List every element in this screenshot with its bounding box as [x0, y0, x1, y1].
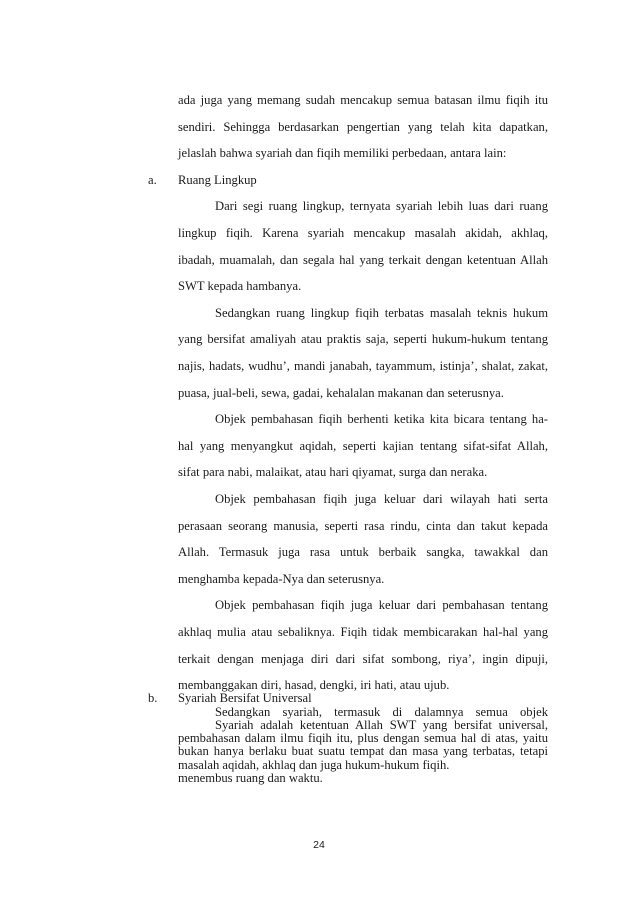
paragraph-line: sifat para nabi, malaikat, atau hari qiyamat, surga dan neraka. [178, 465, 488, 479]
paragraph-line: pembahasan dalam ilmu fiqih itu, plus dengan semua hal di atas, yaitu [178, 731, 548, 745]
paragraph-line: Objek pembahasan fiqih berhenti ketika kita bicara tentang ha- [215, 412, 548, 426]
paragraph-line: perasaan seorang manusia, seperti rasa rindu, cinta dan takut kepada [178, 519, 548, 533]
paragraph-line: najis, hadats, wudhu’, mandi janabah, tayammum, istinja’, shalat, zakat, [178, 359, 548, 373]
section-b-title: Syariah Bersifat Universal [178, 691, 312, 705]
paragraph-line: hal yang menyangkut aqidah, seperti kajian tentang sifat-sifat Allah, [178, 439, 548, 453]
intro-line: jelaslah bahwa syariah dan fiqih memiliki perbedaan, antara lain: [178, 146, 507, 160]
paragraph-line: ibadah, muamalah, dan segala hal yang terkait dengan ketentuan Allah [178, 253, 548, 267]
paragraph-line: Allah. Termasuk juga rasa untuk berbaik sangka, tawakkal dan [178, 545, 548, 559]
paragraph-line: menghamba kepada-Nya dan seterusnya. [178, 572, 385, 586]
paragraph-line: membanggakan diri, hasad, dengki, iri hati, atau ujub. [178, 678, 450, 692]
section-a-marker: a. [148, 173, 157, 187]
paragraph-line: Objek pembahasan fiqih juga keluar dari wilayah hati serta [215, 492, 548, 506]
paragraph-line: SWT kepada hambanya. [178, 279, 302, 293]
paragraph-line: menembus ruang dan waktu. [178, 771, 323, 785]
paragraph-line: akhlaq mulia atau sebaliknya. Fiqih tidak membicarakan hal-hal yang [178, 625, 548, 639]
section-a-title: Ruang Lingkup [178, 173, 257, 187]
intro-line: ada juga yang memang sudah mencakup semua batasan ilmu fiqih itu [178, 93, 548, 107]
intro-line: sendiri. Sehingga berdasarkan pengertian yang telah kita dapatkan, [178, 120, 548, 134]
paragraph-line: terkait dengan menjaga diri dari sifat sombong, riya’, ingin dipuji, [178, 652, 548, 666]
paragraph-line: Sedangkan syariah, termasuk di dalamnya semua objek [215, 705, 548, 719]
paragraph-line: masalah aqidah, akhlaq dan juga hukum-hukum fiqih. [178, 758, 450, 772]
paragraph-line: Objek pembahasan fiqih juga keluar dari pembahasan tentang [215, 598, 548, 612]
paragraph-line: Syariah adalah ketentuan Allah SWT yang bersifat universal, [215, 718, 548, 732]
paragraph-line: Sedangkan ruang lingkup fiqih terbatas masalah teknis hukum [215, 306, 548, 320]
paragraph-line: yang bersifat amaliyah atau praktis saja, seperti hukum-hukum tentang [178, 332, 548, 346]
paragraph-line: bukan hanya berlaku buat suatu tempat dan masa yang terbatas, tetapi [178, 744, 548, 758]
paragraph-line: lingkup fiqih. Karena syariah mencakup masalah akidah, akhlaq, [178, 226, 548, 240]
paragraph-line: puasa, jual-beli, sewa, gadai, kehalalan makanan dan seterusnya. [178, 386, 504, 400]
paragraph-line: Dari segi ruang lingkup, ternyata syariah lebih luas dari ruang [215, 199, 548, 213]
page-number: 24 [313, 839, 325, 851]
section-b-marker: b. [148, 691, 158, 705]
